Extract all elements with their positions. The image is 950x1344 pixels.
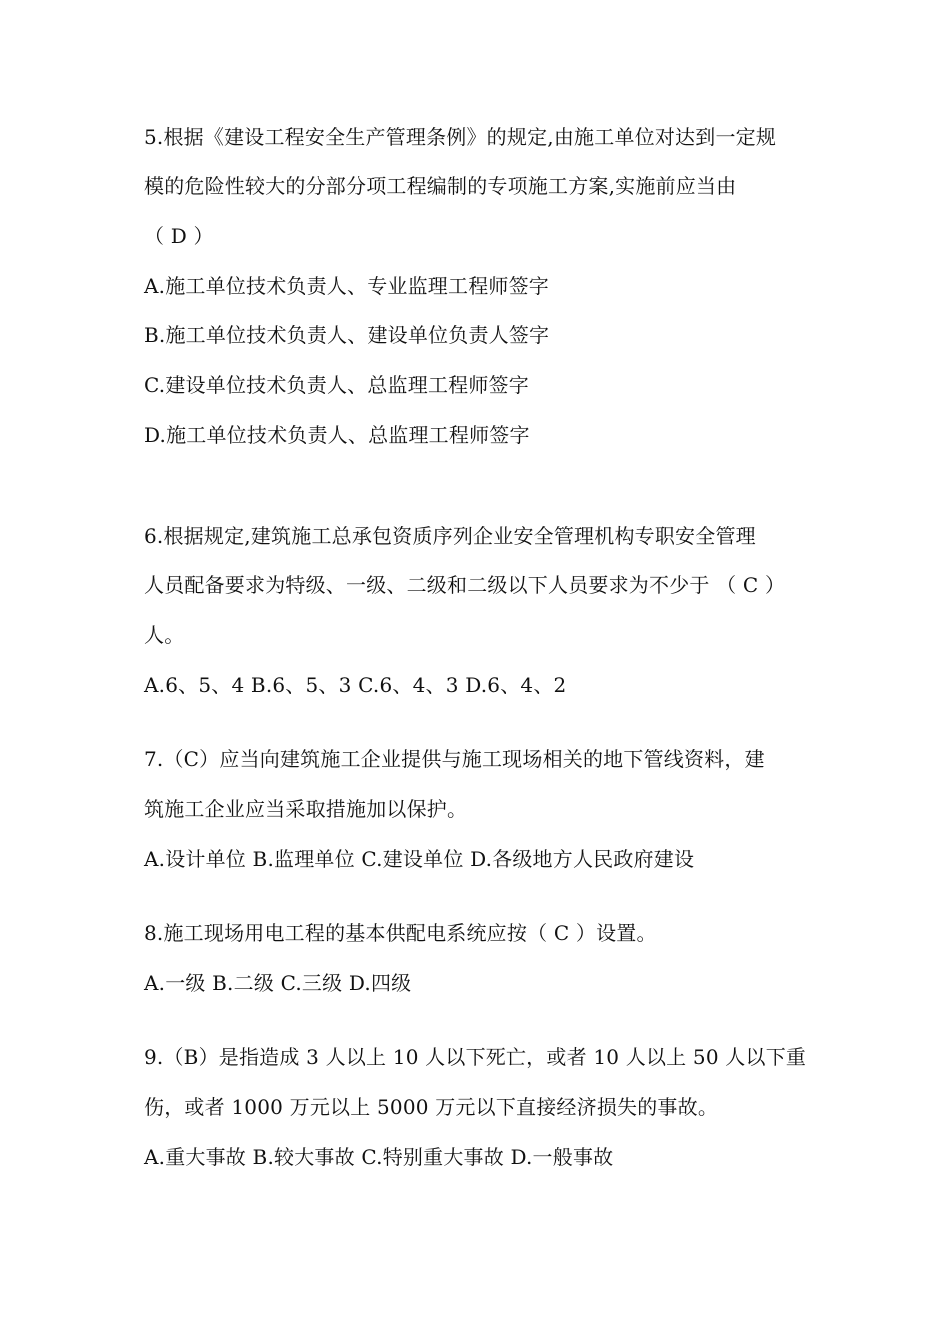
question-5-stem-line-1: 5.根据《建设工程安全生产管理条例》的规定,由施工单位对达到一定规: [144, 125, 777, 149]
question-5-stem-line-3: （ D ）: [144, 224, 214, 248]
question-5-stem-line-2: 模的危险性较大的分部分项工程编制的专项施工方案,实施前应当由: [144, 174, 737, 198]
question-5-option-a: A.施工单位技术负责人、专业监理工程师签字: [144, 274, 550, 298]
question-7-options: A.设计单位 B.监理单位 C.建设单位 D.各级地方人民政府建设: [144, 847, 695, 871]
question-8-options: A.一级 B.二级 C.三级 D.四级: [144, 971, 412, 995]
question-6-stem-line-1: 6.根据规定,建筑施工总承包资质序列企业安全管理机构专职安全管理: [144, 524, 756, 548]
question-7-stem-line-2: 筑施工企业应当采取措施加以保护。: [144, 797, 468, 821]
question-5-option-d: D.施工单位技术负责人、总监理工程师签字: [144, 423, 530, 447]
question-6-options: A.6、5、4 B.6、5、3 C.6、4、3 D.6、4、2: [144, 673, 567, 697]
question-5-option-c: C.建设单位技术负责人、总监理工程师签字: [144, 373, 529, 397]
question-9-stem-line-2: 伤，或者 1000 万元以上 5000 万元以下直接经济损失的事故。: [144, 1095, 719, 1119]
question-9-stem-line-1: 9.（B）是指造成 3 人以上 10 人以下死亡，或者 10 人以上 50 人以下重: [144, 1045, 807, 1069]
question-7-stem-line-1: 7.（C）应当向建筑施工企业提供与施工现场相关的地下管线资料，建: [144, 747, 765, 771]
question-5-option-b: B.施工单位技术负责人、建设单位负责人签字: [144, 323, 550, 347]
question-9-options: A.重大事故 B.较大事故 C.特别重大事故 D.一般事故: [144, 1145, 614, 1169]
question-8-stem-line-1: 8.施工现场用电工程的基本供配电系统应按（ C ）设置。: [144, 921, 657, 945]
question-6-stem-line-3: 人。: [144, 623, 185, 647]
question-6-stem-line-2: 人员配备要求为特级、一级、二级和二级以下人员要求为不少于 （ C ）: [144, 573, 786, 597]
